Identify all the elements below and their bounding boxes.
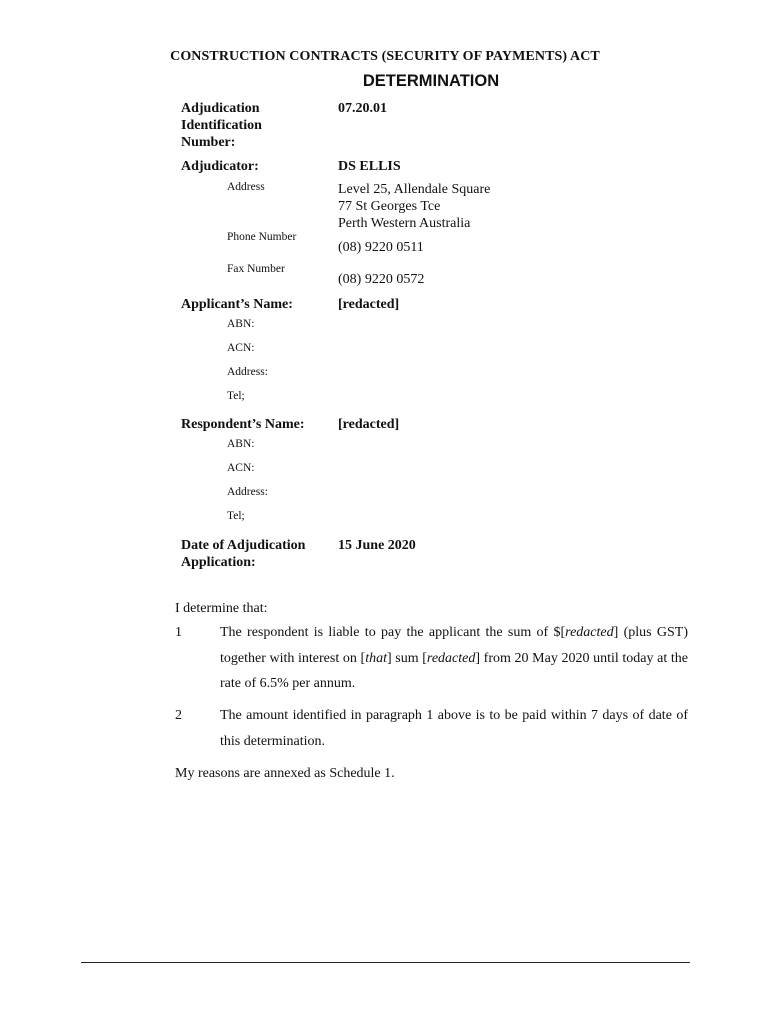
item-number: 1 — [175, 625, 182, 640]
address-label: Address — [227, 181, 265, 193]
applicant-abn-label: ABN: — [227, 318, 255, 330]
item-1-text: The respondent is liable to pay the applicant the sum of $[ — [220, 625, 566, 640]
determination-item-2: The amount identified in paragraph 1 above is to be paid within 7 days of date of this determination. — [220, 708, 688, 749]
applicant-tel-label: Tel; — [227, 390, 245, 402]
item-1-emphasis: redacted — [426, 650, 476, 666]
date-label — [181, 537, 305, 571]
respondent-acn-label: ACN: — [227, 462, 255, 474]
item-number: 2 — [175, 708, 182, 723]
item-1-text: ] sum [ — [386, 650, 427, 666]
adjudication-id-label-line: Identification — [181, 118, 262, 133]
respondent-tel-label: Tel; — [227, 510, 245, 522]
phone-value: (08) 9220 0511 — [338, 240, 424, 255]
respondent-address-label: Address: — [227, 486, 268, 498]
item-1-text: ] (plus GST) together with interest on [ — [220, 625, 688, 666]
date-label-line: Application: — [181, 555, 256, 570]
date-value: 15 June 2020 — [338, 538, 416, 553]
respondent-label: Respondent’s Name: — [181, 417, 305, 432]
adjudicator-value: DS ELLIS — [338, 159, 401, 174]
respondent-value: [redacted] — [338, 417, 400, 432]
applicant-address-label: Address: — [227, 366, 268, 378]
address-value — [338, 181, 490, 232]
applicant-label: Applicant’s Name: — [181, 297, 293, 312]
fax-value: (08) 9220 0572 — [338, 272, 425, 287]
applicant-acn-label: ACN: — [227, 342, 255, 354]
document-title: DETERMINATION — [362, 72, 500, 90]
determination-intro: I determine that: — [175, 601, 268, 616]
footer-rule — [81, 962, 690, 963]
phone-label: Phone Number — [227, 231, 297, 243]
determination-item-1 — [220, 620, 688, 697]
address-line: Perth Western Australia — [338, 216, 471, 231]
item-1-emphasis: that — [365, 650, 387, 666]
respondent-abn-label: ABN: — [227, 438, 255, 450]
applicant-value: [redacted] — [338, 297, 400, 312]
reasons-text: My reasons are annexed as Schedule 1. — [175, 766, 395, 781]
date-label-line: Date of Adjudication — [181, 538, 306, 553]
act-title: CONSTRUCTION CONTRACTS (SECURITY OF PAYMENTS) ACT — [170, 49, 600, 64]
fax-label: Fax Number — [227, 263, 285, 275]
address-line: 77 St Georges Tce — [338, 199, 441, 214]
item-1-emphasis: redacted — [565, 625, 614, 640]
adjudication-id-label — [181, 100, 262, 151]
adjudication-id-value: 07.20.01 — [338, 101, 387, 116]
address-line: Level 25, Allendale Square — [338, 182, 491, 197]
adjudication-id-label-line: Adjudication — [181, 101, 260, 116]
item-1-text: ] from 20 May 2020 until today at the rate of 6.5% per annum. — [220, 650, 688, 691]
adjudication-id-label-line: Number: — [181, 135, 236, 150]
adjudicator-label: Adjudicator: — [181, 159, 259, 174]
